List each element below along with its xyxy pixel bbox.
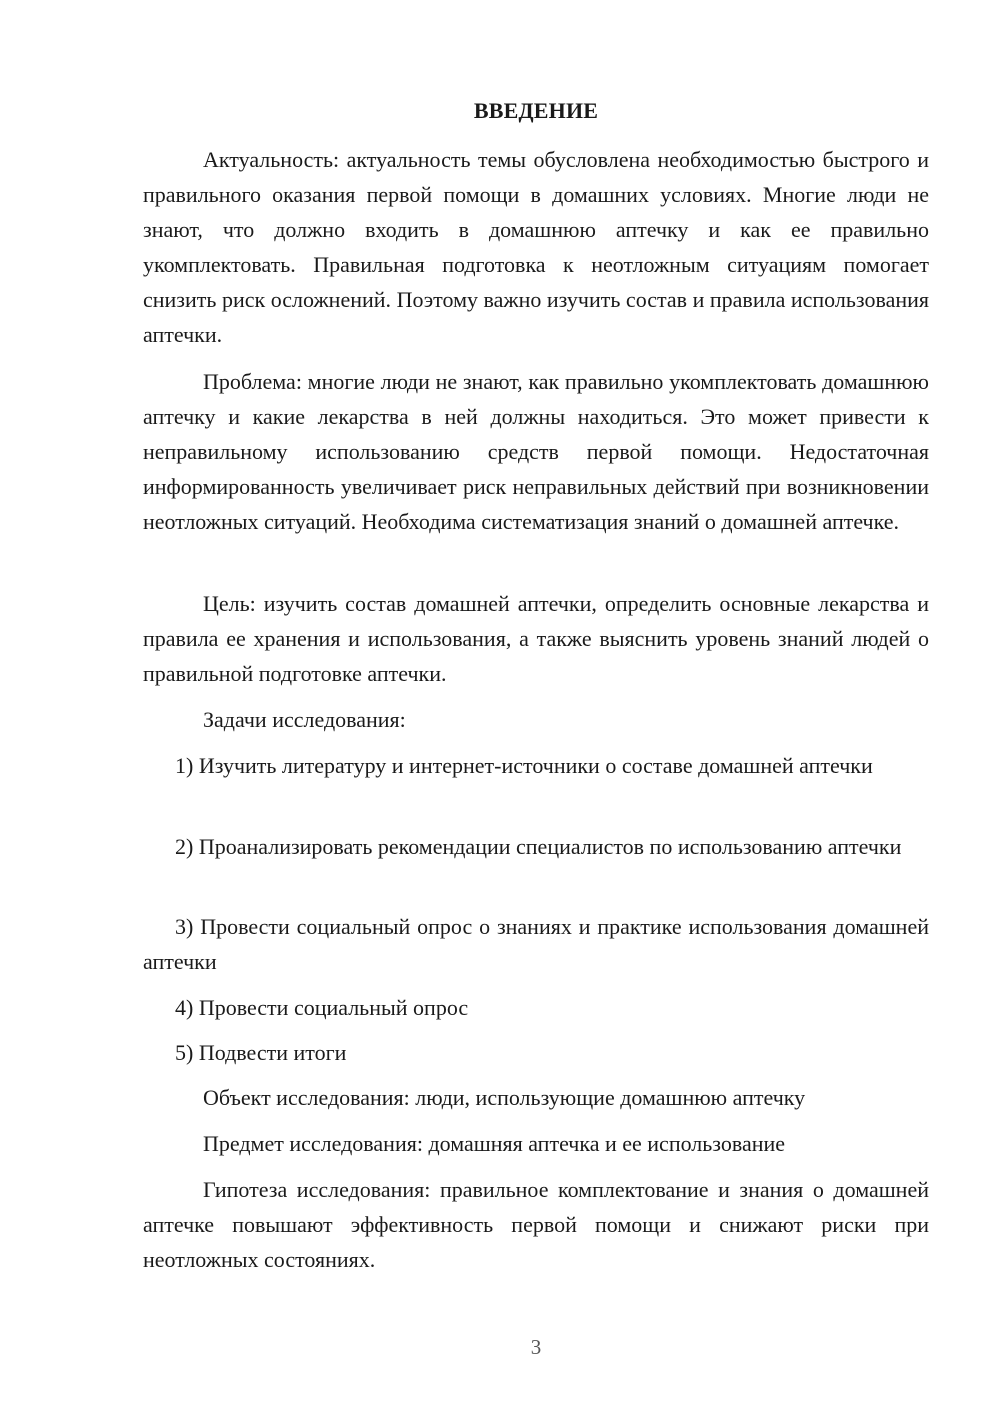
document-page	[143, 0, 929, 1414]
hypothesis-paragraph: Гипотеза исследования: правильное комплектование и знания о домашней аптечке повышают эффективность первой помощи и снижают риски при неотложных состояниях.	[143, 1177, 929, 1272]
task-item-3: 3) Провести социальный опрос о знаниях и практике использования домашней аптечки	[143, 914, 929, 974]
task-item-5: 5) Подвести итоги	[175, 1040, 347, 1065]
task-item-4: 4) Провести социальный опрос	[175, 995, 469, 1020]
subject-paragraph: Предмет исследования: домашняя аптечка и ее использование	[203, 1131, 786, 1156]
task-item-1: 1) Изучить литературу и интернет-источники о составе домашней аптечки	[175, 753, 873, 778]
object-paragraph: Объект исследования: люди, использующие домашнюю аптечку	[203, 1085, 806, 1110]
tasks-heading: Задачи исследования:	[203, 707, 406, 732]
page-number: 3	[530, 1335, 542, 1359]
goal-paragraph: Цель: изучить состав домашней аптечки, определить основные лекарства и правила ее хранения и использования, а также выяснить уровень знаний людей о правильной подготовке аптечки.	[143, 591, 929, 686]
relevance-paragraph: Актуальность: актуальность темы обусловлена необходимостью быстрого и правильного оказания первой помощи в домашних условиях. Многие люди не знают, что должно входить в домашнюю аптечку и как ее правильно укомплектовать. Правильная подготовка к неотложным ситуациям помогает снизить риск осложнений. Поэтому важно изучить состав и правила использования аптечки.	[143, 147, 929, 347]
section-heading: ВВЕДЕНИЕ	[473, 98, 599, 123]
problem-paragraph: Проблема: многие люди не знают, как правильно укомплектовать домашнюю аптечку и какие лекарства в ней должны находиться. Это может привести к неправильному использованию средств первой помощи. Недостаточная информированность увеличивает риск неправильных действий при возникновении неотложных ситуаций. Необходима систематизация знаний о домашней аптечке.	[143, 369, 929, 534]
task-item-2: 2) Проанализировать рекомендации специалистов по использованию аптечки	[175, 834, 902, 859]
